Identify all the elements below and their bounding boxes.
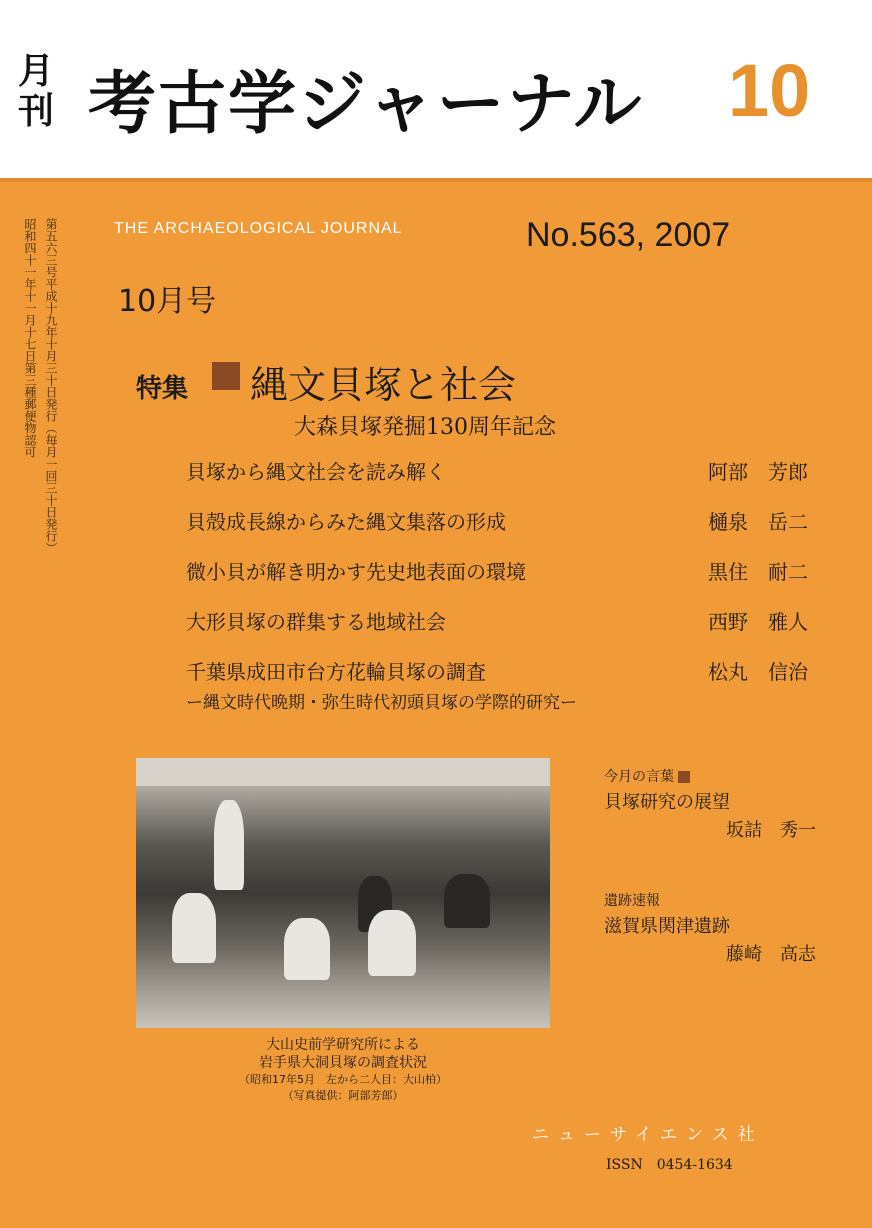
monthly-words-label-row	[604, 766, 816, 786]
publisher-name: ニューサイエンス社	[532, 1125, 764, 1145]
photo-figure	[284, 918, 330, 980]
photo-sky	[136, 758, 550, 786]
feature-title: 縄文貝塚と社会	[250, 363, 517, 407]
article-title: 貝殻成長線からみた縄文集落の形成	[186, 510, 506, 534]
photo-caption-line-1: 大山史前学研究所による	[266, 1037, 420, 1053]
issue-month-number: 10	[728, 49, 811, 132]
monthly-mark	[18, 52, 60, 132]
photo-caption-line-3: （昭和17年5月 左から二人目：大山柏）	[239, 1073, 447, 1086]
photo-figure	[368, 910, 416, 976]
photo-figure	[214, 800, 244, 890]
monthly-char-2: 刊	[18, 91, 55, 132]
monthly-words-square-marker	[678, 771, 690, 783]
site-report-title: 滋賀県関津遺跡	[604, 916, 730, 937]
article-author: 樋泉 岳二	[708, 510, 808, 534]
feature-subtitle: 大森貝塚発掘130周年記念	[294, 415, 556, 440]
site-report-author: 藤崎 高志	[726, 944, 816, 965]
photo-figure	[172, 893, 216, 963]
monthly-char-1: 月	[18, 51, 55, 92]
photo-caption-line-2: 岩手県大洞貝塚の調査状況	[259, 1055, 427, 1071]
journal-title: 考古学ジャーナル	[88, 65, 644, 144]
article-title: 千葉県成田市台方花輪貝塚の調査	[186, 660, 486, 684]
article-item	[186, 556, 826, 606]
site-report-block	[604, 890, 816, 966]
article-author: 松丸 信治	[708, 660, 808, 684]
feature-square-marker	[212, 362, 240, 390]
monthly-words-label: 今月の言葉	[604, 769, 674, 785]
orange-panel	[0, 178, 872, 1228]
postal-notice-line-1: 第五六三号平成十九年十月三十日発行（毎月一回三十日発行）	[44, 218, 58, 554]
site-report-label: 遺跡速報	[604, 893, 660, 909]
article-list	[186, 456, 826, 706]
monthly-words-title: 貝塚研究の展望	[604, 792, 730, 813]
issn-number: ISSN 0454-1634	[606, 1157, 733, 1173]
feature-label: 特集	[136, 374, 189, 404]
article-title: 大形貝塚の群集する地域社会	[186, 610, 446, 634]
article-author: 黒住 耐二	[708, 560, 808, 584]
article-title: 貝塚から縄文社会を読み解く	[186, 460, 446, 484]
photo-caption-line-4: （写真提供：阿部芳郎）	[282, 1089, 404, 1102]
journal-english-title: THE ARCHAEOLOGICAL JOURNAL	[114, 220, 403, 237]
photo-figure	[444, 874, 490, 928]
article-item	[186, 456, 826, 506]
month-label: 10月号	[118, 284, 217, 319]
article-title: 微小貝が解き明かす先史地表面の環境	[186, 560, 526, 584]
article-item	[186, 606, 826, 656]
issue-number: No.563, 2007	[526, 216, 731, 254]
article-subtitle: ー縄文時代晩期・弥生時代初頭貝塚の学際的研究ー	[186, 693, 577, 713]
masthead	[0, 0, 872, 178]
article-author: 阿部 芳郎	[708, 460, 808, 484]
excavation-photo	[136, 758, 550, 1028]
monthly-words-block	[604, 766, 816, 842]
postal-notice-line-2: 昭和四十一年十一月十七日第三種郵便物認可	[23, 218, 37, 458]
orange-top-rule	[0, 178, 872, 182]
postal-notice	[22, 218, 60, 778]
monthly-words-author: 坂詰 秀一	[726, 820, 816, 841]
article-item	[186, 506, 826, 556]
article-author: 西野 雅人	[708, 610, 808, 634]
photo-caption	[136, 1036, 550, 1104]
